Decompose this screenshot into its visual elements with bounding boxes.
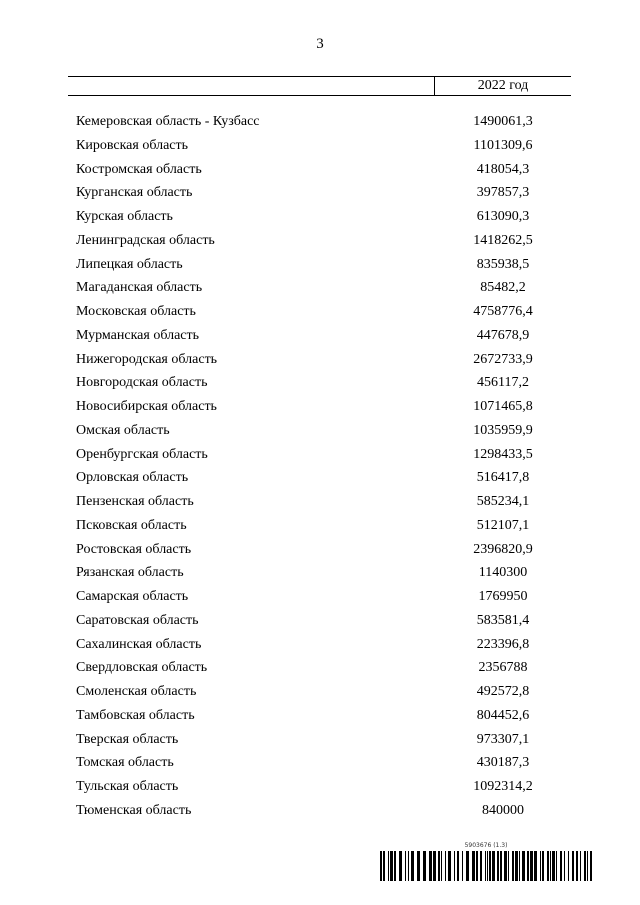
table-row xyxy=(76,326,571,350)
region-name: Пензенская область xyxy=(76,494,194,509)
region-name: Тюменская область xyxy=(76,802,192,818)
region-value: 447678,9 xyxy=(476,327,530,343)
region-value: 418054,3 xyxy=(476,161,530,177)
region-value: 583581,4 xyxy=(476,612,530,628)
table-row xyxy=(76,682,571,706)
table-row xyxy=(76,635,571,659)
region-name: Магаданская область xyxy=(76,280,203,296)
region-value: 2672733,9 xyxy=(473,351,533,367)
region-value: 1092314,2 xyxy=(473,779,533,794)
table-row xyxy=(76,160,571,184)
region-name: Рязанская область xyxy=(76,565,184,581)
region-name: Мурманская область xyxy=(76,327,200,343)
region-name: Смоленская область xyxy=(76,684,197,699)
table-row xyxy=(76,753,571,777)
table-row xyxy=(76,112,571,136)
region-name: Курганская область xyxy=(76,185,193,201)
table-row xyxy=(76,587,571,611)
table-row xyxy=(76,397,571,421)
region-value: 973307,1 xyxy=(476,731,530,747)
region-value: 2396820,9 xyxy=(473,541,533,557)
table-row xyxy=(76,777,571,801)
region-value: 456117,2 xyxy=(477,375,529,391)
region-name: Кировская область xyxy=(76,137,189,153)
region-name: Томская область xyxy=(76,755,174,771)
region-value: 1418262,5 xyxy=(473,232,533,248)
region-name: Липецкая область xyxy=(76,256,183,272)
region-value: 1298433,5 xyxy=(473,446,533,462)
table-row xyxy=(76,278,571,302)
table-row xyxy=(76,706,571,730)
region-value: 804452,6 xyxy=(476,707,530,723)
table-row xyxy=(76,611,571,635)
region-name: Кемеровская область - Кузбасс xyxy=(76,114,260,129)
table-row xyxy=(76,563,571,587)
table-row xyxy=(76,373,571,397)
region-name: Курская область xyxy=(76,209,173,224)
region-value: 2356788 xyxy=(478,660,528,676)
region-name: Орловская область xyxy=(76,470,189,486)
region-name: Новосибирская область xyxy=(76,399,217,414)
region-value: 840000 xyxy=(482,802,524,818)
region-name: Нижегородская область xyxy=(76,351,218,367)
region-name: Свердловская область xyxy=(76,660,208,676)
region-name: Тульская область xyxy=(76,779,179,794)
region-value: 492572,8 xyxy=(476,684,530,699)
region-value: 585234,1 xyxy=(476,494,530,509)
region-value: 430187,3 xyxy=(476,755,530,771)
table-row xyxy=(76,183,571,207)
region-value: 512107,1 xyxy=(476,517,530,533)
table-row xyxy=(76,516,571,540)
table-row xyxy=(76,421,571,445)
region-name: Оренбургская область xyxy=(76,446,208,462)
barcode-image xyxy=(380,851,592,881)
region-value: 1101309,6 xyxy=(473,137,533,153)
table-row xyxy=(76,658,571,682)
region-value: 85482,2 xyxy=(480,280,526,296)
year-column-header: 2022 год xyxy=(477,78,529,93)
region-value: 1071465,8 xyxy=(473,399,533,414)
region-value: 835938,5 xyxy=(476,256,530,272)
table-row xyxy=(76,350,571,374)
region-name: Омская область xyxy=(76,422,170,438)
region-value: 516417,8 xyxy=(476,470,530,486)
region-value: 4758776,4 xyxy=(473,304,533,319)
table-row xyxy=(76,445,571,469)
region-name: Московская область xyxy=(76,304,196,319)
region-name: Сахалинская область xyxy=(76,636,202,652)
table-row xyxy=(76,231,571,255)
table-row xyxy=(76,207,571,231)
region-value: 223396,8 xyxy=(476,636,530,652)
region-name: Тамбовская область xyxy=(76,707,195,723)
barcode-caption: 5903676 (1.3) xyxy=(464,842,508,849)
region-value: 1490061,3 xyxy=(473,114,533,129)
region-name: Новгородская область xyxy=(76,375,208,391)
region-name: Тверская область xyxy=(76,731,179,747)
region-name: Костромская область xyxy=(76,161,202,177)
barcode-block xyxy=(380,842,592,881)
region-name: Ленинградская область xyxy=(76,232,215,248)
table-row xyxy=(76,801,571,825)
region-value: 1140300 xyxy=(478,565,528,581)
table-row xyxy=(76,255,571,279)
table-body xyxy=(76,112,571,825)
region-value: 397857,3 xyxy=(476,185,530,201)
table-row xyxy=(76,302,571,326)
region-name: Ростовская область xyxy=(76,541,192,557)
table-row xyxy=(76,136,571,160)
region-name: Псковская область xyxy=(76,517,187,533)
region-value: 613090,3 xyxy=(476,209,530,224)
page-number: 3 xyxy=(316,36,324,52)
table-row xyxy=(76,540,571,564)
region-value: 1035959,9 xyxy=(473,422,533,438)
region-value: 1769950 xyxy=(478,589,528,604)
region-name: Саратовская область xyxy=(76,612,199,628)
table-row xyxy=(76,730,571,754)
table-row xyxy=(76,492,571,516)
table-row xyxy=(76,468,571,492)
table-header xyxy=(68,76,571,96)
region-name: Самарская область xyxy=(76,589,189,604)
